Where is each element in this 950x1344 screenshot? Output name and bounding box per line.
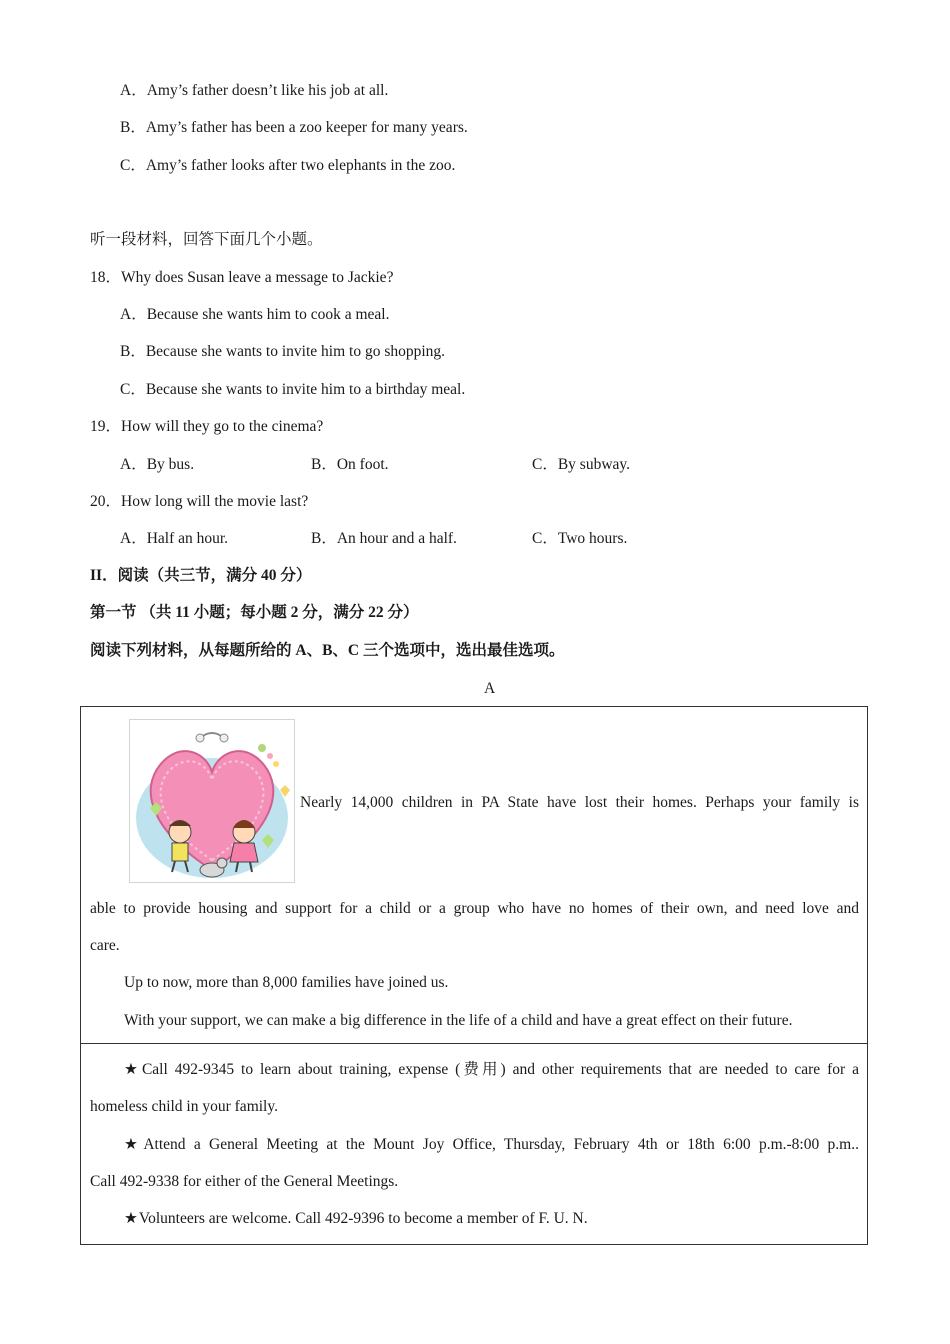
q20-option-a: A．Half an hour. [120,530,229,547]
q20-option-b: B．An hour and a half. [311,530,457,547]
notice-item-1-line1: Call 492-9345 to learn about training, expense (费用) and other requirements that are needed to care for a [141,1061,859,1078]
notice-item-3 [124,1209,588,1229]
star-icon: ★ [124,1210,138,1227]
q18-question: 18．Why does Susan leave a message to Jackie? [90,269,394,286]
star-icon: ★ [124,1136,143,1153]
notices-box [80,1043,868,1245]
q17-option-a: A．Amy’s father doesn’t like his job at all. [120,82,389,99]
q17-option-b: B．Amy’s father has been a zoo keeper for many years. [120,119,468,136]
passage-box [80,706,868,1044]
q19-option-b: B．On foot. [311,456,389,473]
q20-option-c: C．Two hours. [532,530,628,547]
notice-item-2 [124,1135,859,1155]
listen-instruction: 听一段材料，回答下面几个小题。 [90,231,323,248]
section-heading: II．阅读（共三节，满分 40 分） [90,567,312,584]
heart-kids-illustration [129,719,295,883]
passage-label: A [484,680,496,697]
passage-intro-first-line: Nearly 14,000 children in PA State have lost their homes. Perhaps your family is [300,794,859,811]
notice-item-3-text: Volunteers are welcome. Call 492-9396 to become a member of F. U. N. [138,1210,588,1227]
passage-intro-line3: care. [90,937,120,954]
passage-para3: With your support, we can make a big difference in the life of a child and have a great effect on their future. [124,1012,793,1029]
subsection-heading: 第一节 （共 11 小题；每小题 2 分，满分 22 分） [90,604,419,621]
notice-item-2-line2: Call 492-9338 for either of the General Meetings. [90,1173,399,1190]
q18-option-a: A．Because she wants him to cook a meal. [120,306,390,323]
passage-intro-line2: able to provide housing and support for a child or a group who have no homes of their own, and need love and [90,900,859,917]
q17-option-c: C．Amy’s father looks after two elephants in the zoo. [120,157,456,174]
q19-option-c: C．By subway. [532,456,631,473]
notice-item-1 [124,1060,859,1080]
star-icon: ★ [124,1061,141,1078]
q20-question: 20．How long will the movie last? [90,493,309,510]
q19-option-a: A．By bus. [120,456,195,473]
q18-option-c: C．Because she wants to invite him to a birthday meal. [120,381,466,398]
notice-item-1-line2: homeless child in your family. [90,1098,278,1115]
q18-option-b: B．Because she wants to invite him to go shopping. [120,343,446,360]
q19-question: 19．How will they go to the cinema? [90,418,324,435]
reading-instruction: 阅读下列材料，从每题所给的 A、B、C 三个选项中，选出最佳选项。 [90,642,565,659]
passage-para2: Up to now, more than 8,000 families have joined us. [124,974,449,991]
notice-item-2-line1: Attend a General Meeting at the Mount Joy Office, Thursday, February 4th or 18th 6:00 p.m.-8:00 p.m.. [143,1136,859,1153]
